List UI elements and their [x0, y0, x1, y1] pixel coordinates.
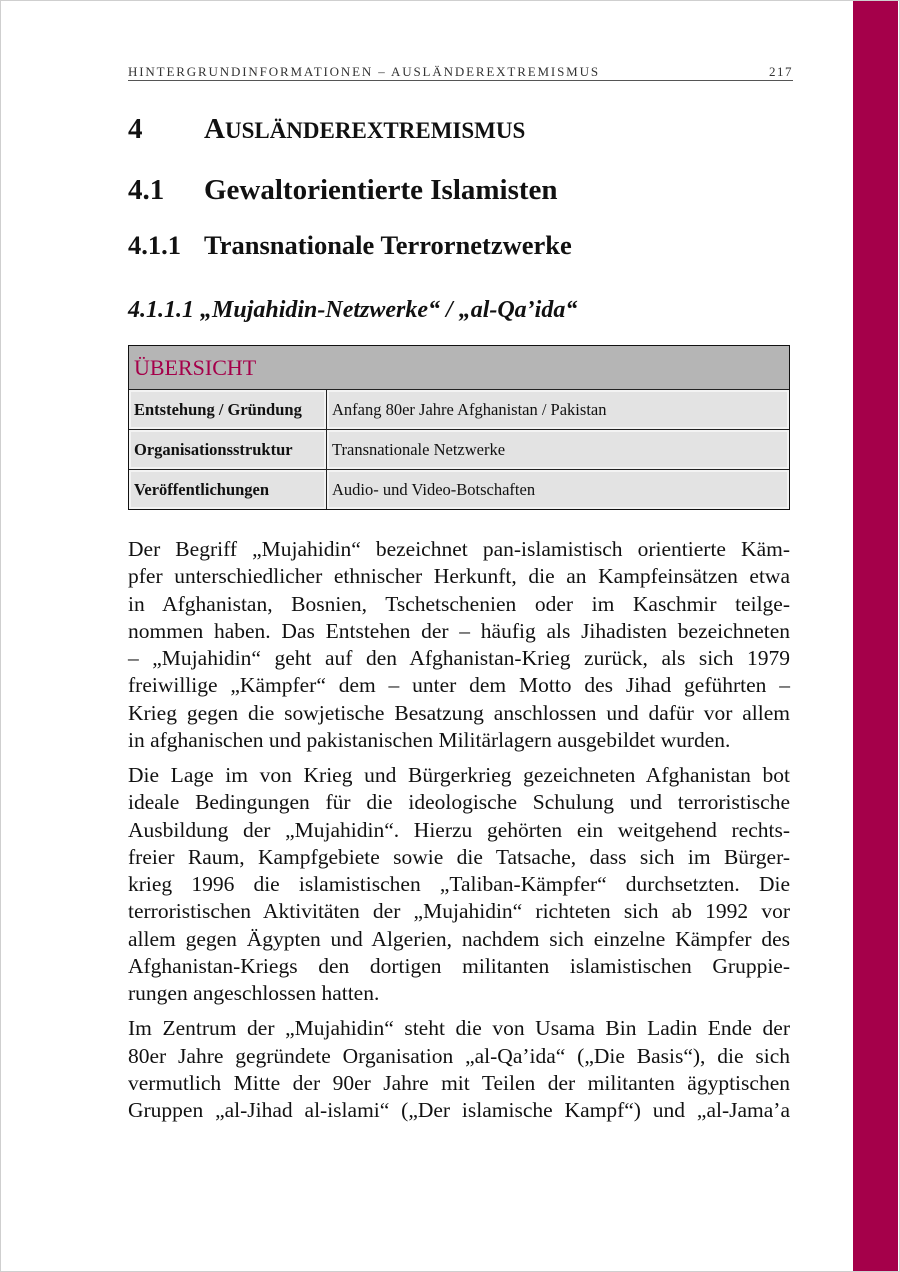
body-line: rungen angeschlossen hatten. [128, 981, 380, 1006]
body-line: freier Raum, Kampfgebiete sowie die Tatsache, dass sich im Bürger- [128, 844, 790, 869]
body-line: Gruppen „al-Jihad al-islami“ („Der islamische Kampf“) und „al-Jama’a [128, 1098, 790, 1123]
body-line: Ausbildung der „Mujahidin“. Hierzu gehörten ein weitgehend rechts- [128, 817, 790, 842]
body-line: pfer unterschiedlicher ethnischer Herkunft, die an Kampfeinsätzen etwa [128, 564, 790, 589]
body-line: krieg 1996 die islamistischen „Taliban-Kämpfer“ durchsetzten. Die [128, 872, 790, 897]
overview-row-label: Veröffentlichungen [129, 470, 327, 509]
overview-table-row [129, 470, 789, 509]
overview-row-value: Anfang 80er Jahre Afghanistan / Pakistan [327, 390, 789, 429]
chapter-title: AUSLÄNDEREXTREMISMUS [204, 113, 526, 145]
section-heading [128, 176, 790, 208]
body-line: allem gegen Ägypten und Algerien, nachdem sich einzelne Kämpfer des [128, 926, 790, 951]
overview-table-row [129, 390, 789, 430]
body-line: ideale Bedingungen für die ideologische Schulung und terroristische [128, 790, 790, 815]
chapter-heading [128, 115, 790, 147]
section-number: 4.1 [128, 174, 165, 206]
body-text [128, 536, 790, 1124]
body-line: Im Zentrum der „Mujahidin“ steht die von Usama Bin Ladin Ende der [128, 1016, 790, 1041]
subsection-heading [128, 232, 790, 262]
side-color-bar [853, 1, 898, 1271]
body-line: Die Lage im von Krieg und Bürgerkrieg gezeichneten Afghanistan bot [128, 762, 790, 787]
body-paragraph [128, 1015, 790, 1124]
body-paragraph [128, 536, 790, 754]
chapter-number: 4 [128, 113, 143, 145]
subsection-number: 4.1.1 [128, 230, 181, 260]
overview-row-value: Audio- und Video-Botschaften [327, 470, 789, 509]
overview-row-label: Organisationsstruktur [129, 430, 327, 469]
body-line: in afghanischen und pakistanischen Militärlagern ausgebildet wurden. [128, 728, 731, 753]
body-paragraph [128, 762, 790, 1008]
overview-table-title: ÜBERSICHT [129, 346, 789, 390]
running-header [128, 65, 793, 81]
running-title: HINTERGRUNDINFORMATIONEN – AUSLÄNDEREXTREMISMUS [128, 64, 600, 79]
subsection-title: Transnationale Terrornetzwerke [204, 230, 572, 260]
section-title: Gewaltorientierte Islamisten [204, 174, 558, 206]
body-line: Krieg gegen die sowjetische Besatzung anschlossen und dafür vor allem [128, 700, 790, 725]
overview-row-label: Entstehung / Gründung [129, 390, 327, 429]
subsubsection-heading [128, 298, 790, 326]
subsubsection-title: „Mujahidin-Netzwerke“ / „al-Qa’ida“ [200, 297, 578, 323]
overview-table [128, 345, 790, 510]
body-line: Afghanistan-Kriegs den dortigen militanten islamistischen Gruppie- [128, 954, 790, 979]
body-line: in Afghanistan, Bosnien, Tschetschenien oder im Kaschmir teilge- [128, 591, 790, 616]
body-line: vermutlich Mitte der 90er Jahre mit Teilen der militanten ägyptischen [128, 1070, 790, 1095]
body-line: – „Mujahidin“ geht auf den Afghanistan-Krieg zurück, als sich 1979 [128, 646, 790, 671]
overview-table-row [129, 430, 789, 470]
subsubsection-number: 4.1.1.1 [128, 297, 194, 323]
page-number: 217 [769, 64, 793, 79]
body-line: Der Begriff „Mujahidin“ bezeichnet pan-islamistisch orientierte Käm- [128, 537, 790, 561]
body-line: freiwillige „Kämpfer“ dem – unter dem Motto des Jihad geführten – [128, 673, 790, 698]
body-line: terroristischen Aktivitäten der „Mujahidin“ richteten sich ab 1992 vor [128, 899, 790, 924]
body-line: 80er Jahre gegründete Organisation „al-Qa’ida“ („Die Basis“), die sich [128, 1043, 790, 1068]
body-line: nommen haben. Das Entstehen der – häufig als Jihadisten bezeichneten [128, 618, 790, 643]
overview-row-value: Transnationale Netzwerke [327, 430, 789, 469]
